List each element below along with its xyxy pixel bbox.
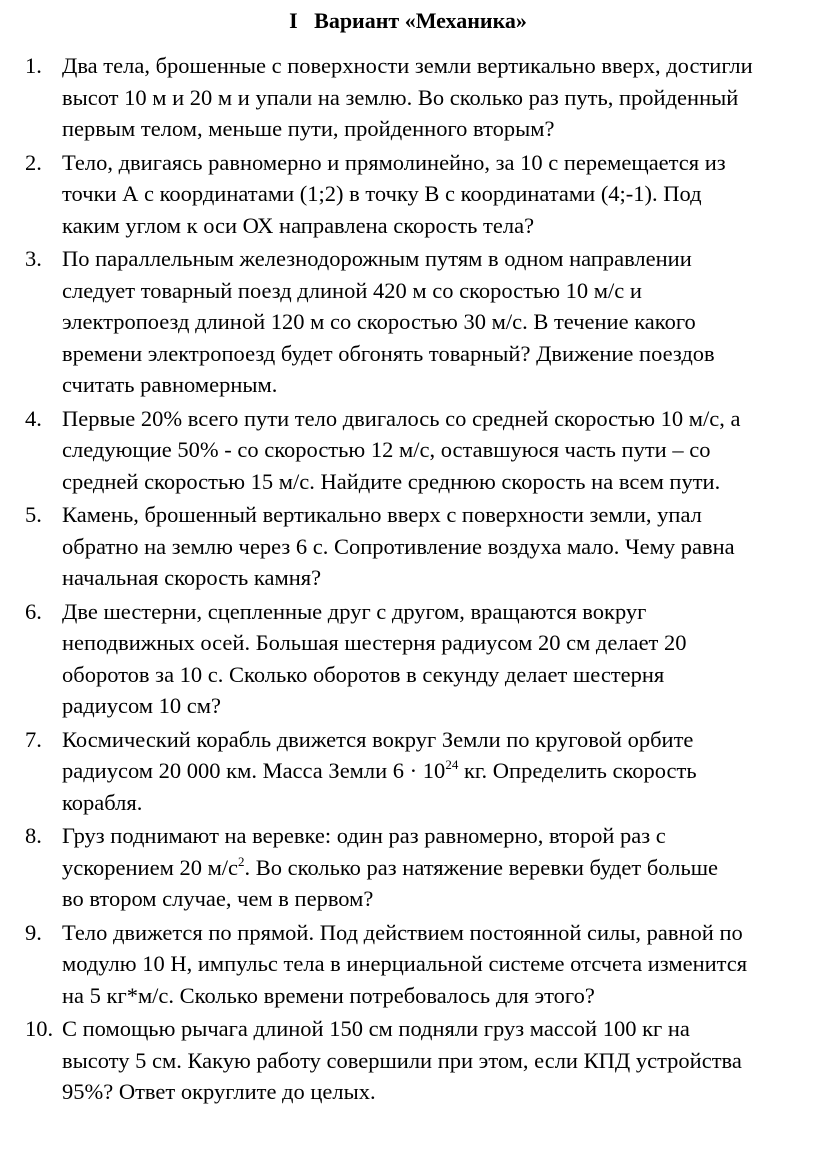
problem-number: 2. [25, 149, 42, 175]
text-line: Груз поднимают на веревке: один раз равномерно, второй раз с [62, 823, 666, 848]
text-line [62, 758, 697, 783]
exponent: 24 [445, 757, 459, 772]
text-line: на 5 кг*м/с. Сколько времени потребовалось для этого? [62, 982, 595, 1008]
page-title: I Вариант «Механика» [289, 8, 527, 33]
text-line: Две шестерни, сцепленные друг с другом, вращаются вокруг [62, 598, 647, 624]
text-line [62, 855, 718, 880]
problem-item [25, 243, 816, 401]
text-line: следует товарный поезд длиной 420 м со скоростью 10 м/с и [62, 277, 642, 303]
text-line: модулю 10 Н, импульс тела в инерциальной системе отсчета изменится [62, 951, 748, 976]
text-line: высоту 5 см. Какую работу совершили при этом, если КПД устройства [62, 1047, 742, 1073]
problem-text [62, 499, 816, 594]
problem-item [25, 820, 816, 915]
text-line: Первые 20% всего пути тело двигалось со средней скоростью 10 м/с, а [62, 405, 741, 431]
problem-number: 3. [25, 246, 42, 271]
text-line: Камень, брошенный вертикально вверх с поверхности земли, упал [62, 502, 702, 527]
problem-number: 5. [25, 502, 42, 527]
text-line: следующие 50% - со скоростью 12 м/с, оставшуюся часть пути – со [62, 437, 711, 462]
text-line: точки А с координатами (1;2) в точку В с координатами (4;-1). Под [62, 181, 702, 206]
problem-number: 9. [25, 919, 42, 945]
problem-number: 8. [25, 823, 42, 848]
text-line: корабля. [62, 789, 143, 815]
text-line: По параллельным железнодорожным путям в одном направлении [62, 246, 692, 271]
problem-text [62, 243, 816, 401]
problem-text [62, 403, 816, 498]
exponent: 2 [238, 853, 245, 869]
problem-number: 1. [25, 53, 42, 78]
problem-item [25, 499, 816, 594]
text-segment: . Во сколько раз натяжение веревки будет больше [244, 854, 719, 880]
text-line: высот 10 м и 20 м и упали на землю. Во сколько раз путь, пройденный [62, 84, 739, 110]
problem-text [62, 596, 816, 722]
text-line: 95%? Ответ округлите до целых. [62, 1079, 376, 1104]
problem-item [25, 724, 816, 819]
text-line: Тело движется по прямой. Под действием постоянной силы, равной по [62, 919, 743, 945]
text-line: неподвижных осей. Большая шестерня радиусом 20 см делает 20 [62, 630, 687, 655]
problem-text [62, 820, 816, 915]
problem-number: 6. [25, 598, 42, 624]
problem-text [62, 1013, 816, 1108]
text-segment: ускорением 20 м/с [62, 854, 239, 880]
text-line: во втором случае, чем в первом? [62, 886, 374, 911]
text-line: считать равномерным. [62, 372, 278, 397]
text-line: обратно на землю через 6 с. Сопротивление воздуха мало. Чему равна [62, 533, 735, 559]
problem-number: 7. [25, 726, 42, 752]
problem-item [25, 403, 816, 498]
problem-list [25, 50, 816, 1110]
problem-text [62, 724, 816, 819]
problem-number: 4. [25, 405, 42, 431]
text-line: Тело, двигаясь равномерно и прямолинейно, за 10 с перемещается из [62, 149, 726, 175]
text-line: С помощью рычага длиной 150 см подняли груз массой 100 кг на [62, 1016, 690, 1041]
text-segment: радиусом 20 000 км. Масса Земли 6 · 10 [62, 758, 446, 783]
problem-number: 10. [25, 1016, 54, 1041]
problem-item [25, 50, 816, 145]
problem-item [25, 147, 816, 242]
text-line: каким углом к оси ОХ направлена скорость тела? [62, 212, 535, 238]
text-line: оборотов за 10 с. Сколько оборотов в секунду делает шестерня [62, 661, 665, 687]
text-line: начальная скорость камня? [62, 565, 322, 590]
text-segment: кг. Определить скорость [458, 758, 697, 783]
text-line: Космический корабль движется вокруг Земли по круговой орбите [62, 726, 694, 752]
problem-text [62, 50, 816, 145]
text-line: первым телом, меньше пути, пройденного вторым? [62, 116, 555, 141]
text-line: электропоезд длиной 120 м со скоростью 30 м/с. В течение какого [62, 309, 696, 334]
text-line: средней скоростью 15 м/с. Найдите среднюю скорость на всем пути. [62, 468, 721, 494]
text-line: Два тела, брошенные с поверхности земли вертикально вверх, достигли [62, 53, 753, 78]
problem-item [25, 917, 816, 1012]
problem-item [25, 1013, 816, 1108]
problem-item [25, 596, 816, 722]
text-line: времени электропоезд будет обгонять товарный? Движение поездов [62, 340, 715, 366]
problem-text [62, 917, 816, 1012]
text-line: радиусом 10 см? [62, 693, 221, 718]
problem-text [62, 147, 816, 242]
